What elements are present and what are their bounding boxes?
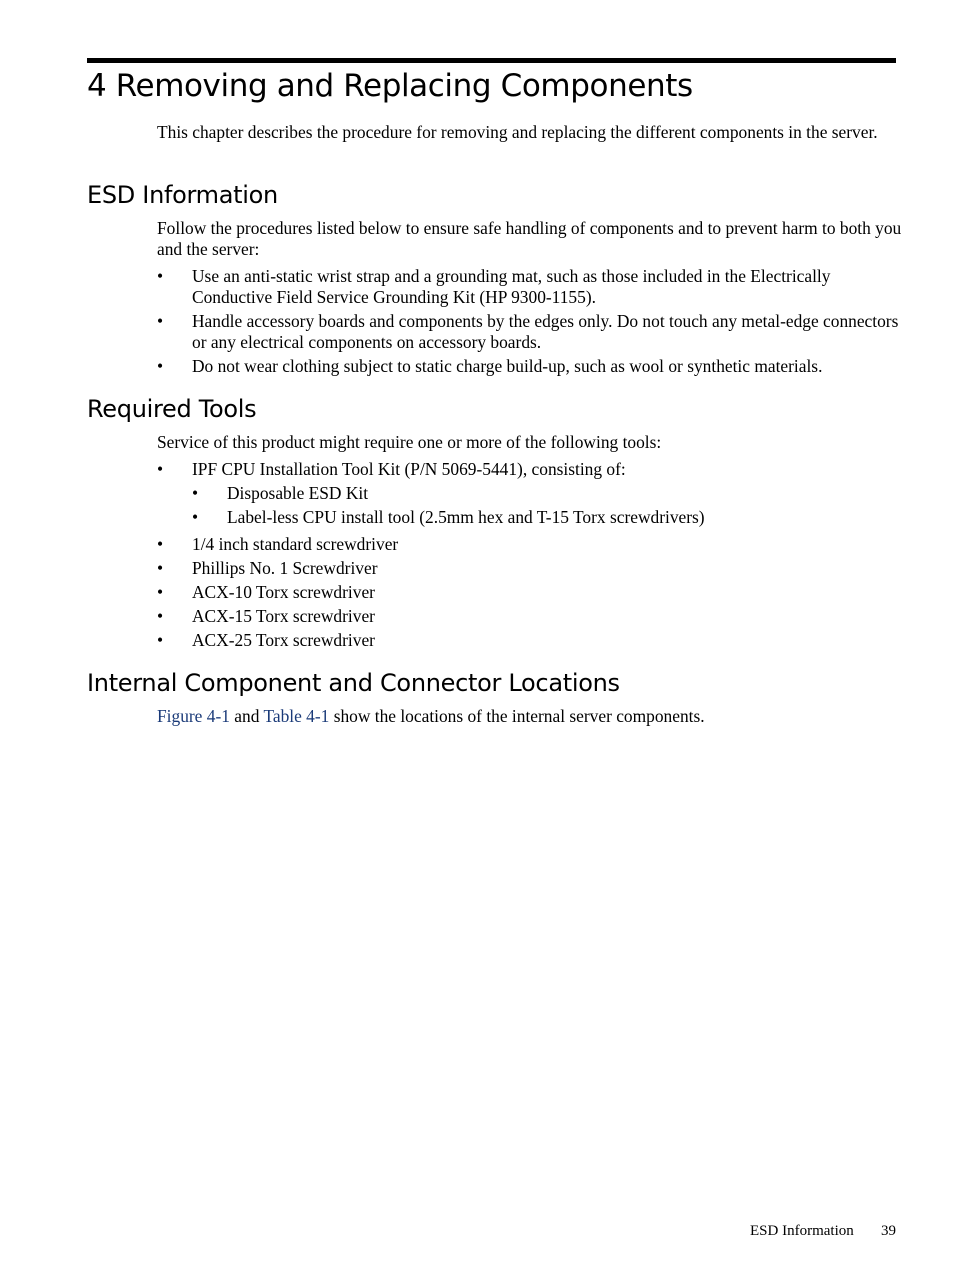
locations-text: [157, 706, 902, 727]
locations-text-rest: show the locations of the internal server components.: [329, 706, 705, 726]
tools-sub-bullet-1: Disposable ESD Kit: [227, 483, 369, 503]
bullet-icon: •: [157, 558, 164, 578]
footer-section: ESD Information: [750, 1223, 854, 1239]
tools-bullet-4: ACX-10 Torx screwdriver: [192, 582, 375, 602]
bullet-icon: •: [157, 534, 164, 554]
tools-heading: Required Tools: [87, 395, 257, 423]
tools-intro: Service of this product might require one or more of the following tools:: [157, 432, 662, 452]
bullet-icon: •: [157, 356, 164, 376]
tools-bullet-2: 1/4 inch standard screwdriver: [192, 534, 399, 554]
chapter-intro: This chapter describes the procedure for removing and replacing the different components in the server.: [157, 122, 878, 142]
bullet-icon: •: [157, 606, 164, 626]
locations-heading: Internal Component and Connector Locations: [87, 669, 620, 697]
bullet-icon: •: [192, 483, 199, 503]
bullet-icon: •: [192, 507, 199, 527]
esd-bullet-1: Use an anti-static wrist strap and a grounding mat, such as those included in the Electrically Conductive Field Service Grounding Kit (HP 9300-1155).: [192, 266, 831, 307]
tools-bullet-3: Phillips No. 1 Screwdriver: [192, 558, 378, 578]
tools-bullet-5: ACX-15 Torx screwdriver: [192, 606, 375, 626]
esd-heading: ESD Information: [87, 181, 278, 209]
bullet-icon: •: [157, 630, 164, 650]
page-number: 39: [881, 1223, 896, 1239]
tools-bullet-6: ACX-25 Torx screwdriver: [192, 630, 375, 650]
figure-4-1-link[interactable]: Figure 4-1: [157, 706, 230, 726]
bullet-icon: •: [157, 582, 164, 602]
esd-bullet-3: Do not wear clothing subject to static charge build-up, such as wool or synthetic materials.: [192, 356, 823, 376]
table-4-1-link[interactable]: Table 4-1: [263, 706, 330, 726]
bullet-icon: •: [157, 459, 164, 479]
chapter-rule: [87, 58, 896, 63]
tools-sub-bullet-2: Label-less CPU install tool (2.5mm hex and T-15 Torx screwdrivers): [227, 507, 705, 527]
tools-bullet-1: IPF CPU Installation Tool Kit (P/N 5069-5441), consisting of:: [192, 459, 626, 479]
esd-bullet-2: Handle accessory boards and components by the edges only. Do not touch any metal-edge connectors or any electrical components on accessory boards.: [192, 311, 899, 352]
bullet-icon: •: [157, 311, 164, 331]
esd-intro: Follow the procedures listed below to ensure safe handling of components and to prevent harm to both you and the server:: [157, 218, 902, 259]
chapter-title: 4 Removing and Replacing Components: [87, 68, 693, 104]
bullet-icon: •: [157, 266, 164, 286]
locations-text-and: and: [229, 706, 264, 726]
